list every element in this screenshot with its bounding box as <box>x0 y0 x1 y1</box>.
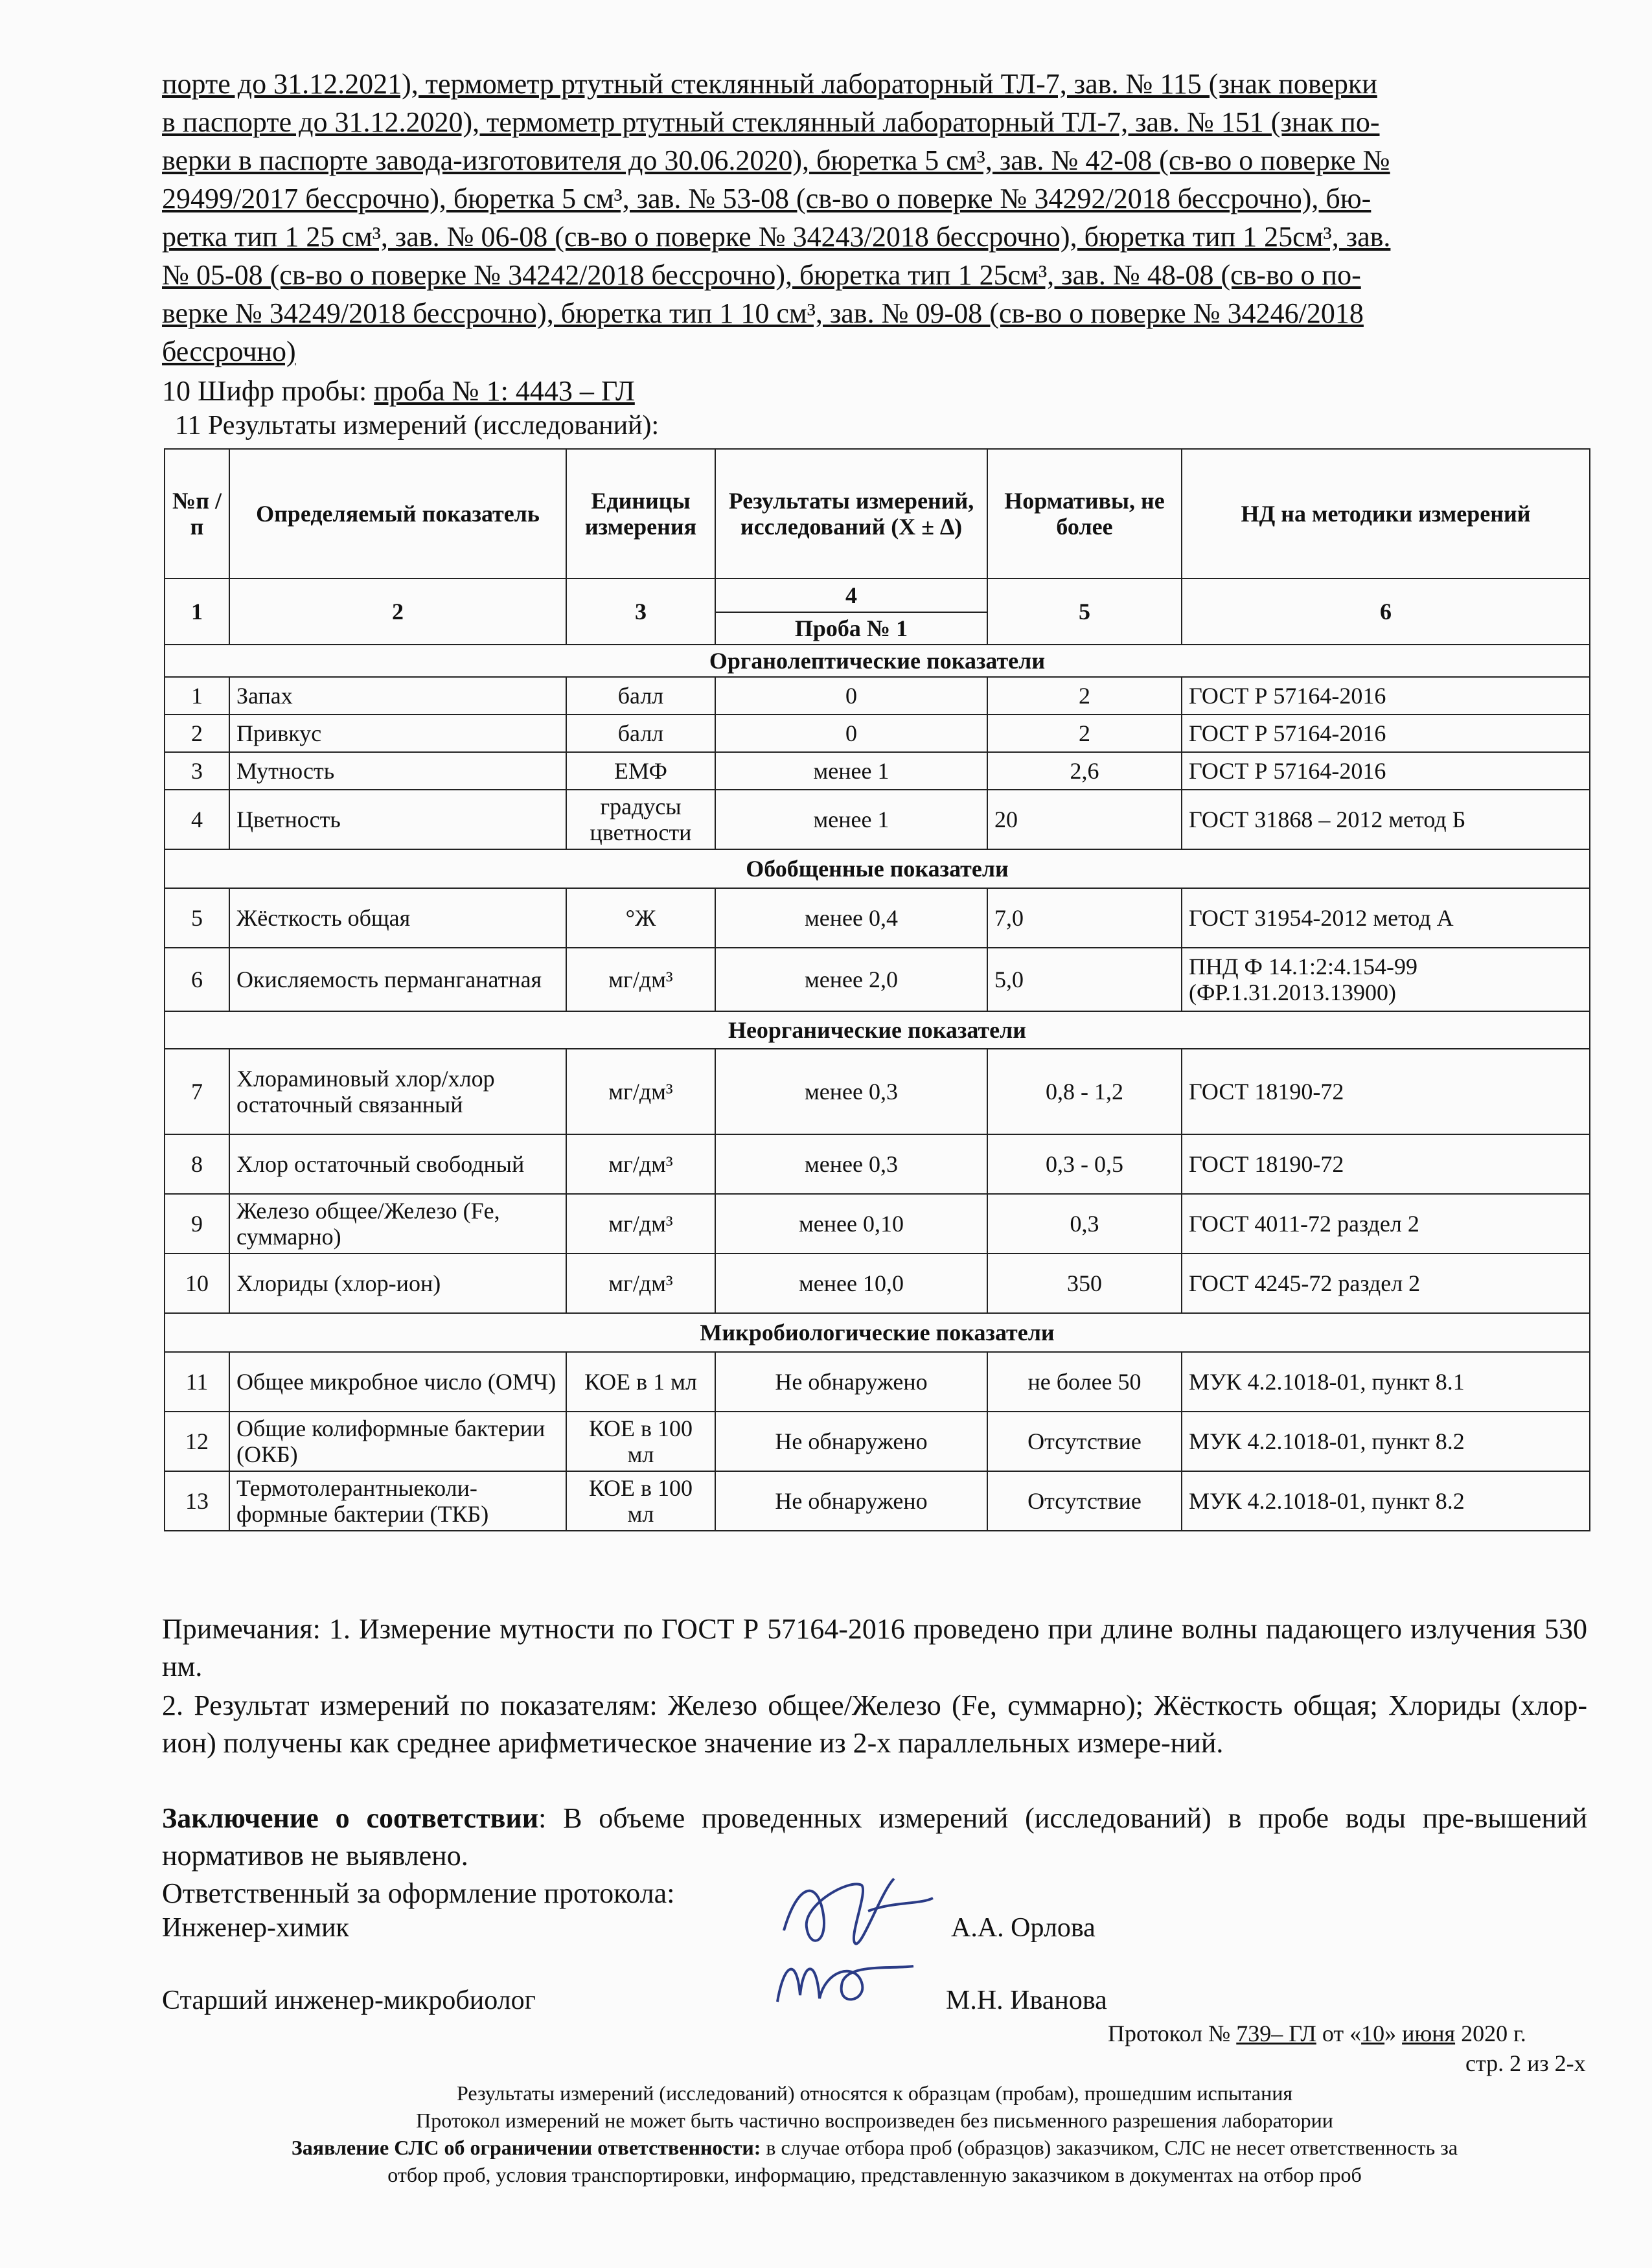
table-row <box>165 1352 1590 1412</box>
col-number: 6 <box>1182 578 1590 645</box>
cell-num: 4 <box>165 790 229 849</box>
cell-num: 3 <box>165 752 229 790</box>
cell-method: ГОСТ 31954-2012 метод А <box>1182 888 1590 948</box>
cell-method: ГОСТ Р 57164-2016 <box>1182 715 1590 752</box>
cell-norm: 350 <box>987 1254 1182 1313</box>
table-row <box>165 1254 1590 1313</box>
col-number: 2 <box>229 578 566 645</box>
paragraph-line: бессрочно) <box>162 336 296 367</box>
cell-num: 12 <box>165 1412 229 1471</box>
cell-method: ГОСТ Р 57164-2016 <box>1182 677 1590 715</box>
sample-label: Проба № 1 <box>715 612 987 645</box>
protocol-line: Протокол № 739– ГЛ от «10» июня 2020 г. <box>1108 2021 1526 2046</box>
cell-result: менее 1 <box>715 752 987 790</box>
sample-code: 10 Шифр пробы: проба № 1: 4443 – ГЛ <box>162 375 635 407</box>
table-row <box>165 1134 1590 1194</box>
cell-indicator: Общее микробное число (ОМЧ) <box>229 1352 566 1412</box>
cell-num: 13 <box>165 1471 229 1531</box>
cell-num: 11 <box>165 1352 229 1412</box>
footer-line-3: Заявление СЛС об ограничении ответственности: в случае отбора проб (образцов) заказчиком, СЛС не несет ответственность за <box>291 2136 1458 2159</box>
header-indicator: Определяемый показатель <box>229 449 566 578</box>
cell-indicator: Термотолерантныеколи-формные бактерии (ТКБ) <box>229 1471 566 1531</box>
paragraph-line: ретка тип 1 25 см³, зав. № 06-08 (св-во о поверке № 34243/2018 бессрочно), бюретка тип 1 25см³, зав. <box>162 221 1391 253</box>
cell-num: 6 <box>165 948 229 1011</box>
footer-line-2: Протокол измерений не может быть частично воспроизведен без письменного разрешения лаборатории <box>416 2109 1333 2132</box>
paragraph-line: 29499/2017 бессрочно), бюретка 5 см³, зав. № 53-08 (св-во о поверке № 34292/2018 бессрочно), бю- <box>162 183 1371 214</box>
cell-norm: Отсутствие <box>987 1412 1182 1471</box>
conclusion-text: : В объеме проведенных измерений (исследований) в пробе воды пре-вышений нормативов не выявлено. <box>162 1802 1587 1872</box>
table-row <box>165 888 1590 948</box>
table-row <box>165 948 1590 1011</box>
cell-indicator: Жёсткость общая <box>229 888 566 948</box>
cell-indicator: Железо общее/Железо (Fe, суммарно) <box>229 1194 566 1254</box>
table-row <box>165 677 1590 715</box>
paragraph-line: верке № 34249/2018 бессрочно), бюретка тип 1 10 см³, зав. № 09-08 (св-во о поверке № 34246/2018 <box>162 297 1364 329</box>
cell-result: Не обнаружено <box>715 1352 987 1412</box>
cell-unit: ЕМФ <box>566 752 715 790</box>
footer-line-1: Результаты измерений (исследований) относятся к образцам (пробам), прошедшим испытания <box>456 2081 1293 2105</box>
column-number-row <box>165 578 1590 612</box>
cell-result: менее 0,10 <box>715 1194 987 1254</box>
cell-result: Не обнаружено <box>715 1412 987 1471</box>
cell-method: ГОСТ 4245-72 раздел 2 <box>1182 1254 1590 1313</box>
footer-line-4: отбор проб, условия транспортировки, информацию, представленную заказчиком в документах на отбор проб <box>387 2163 1362 2186</box>
cell-indicator: Хлор остаточный свободный <box>229 1134 566 1194</box>
cell-unit: градусы цветности <box>566 790 715 849</box>
cell-method: ГОСТ 18190-72 <box>1182 1134 1590 1194</box>
cell-result: менее 1 <box>715 790 987 849</box>
header-result: Результаты измерений, исследований (Х ± ∆) <box>715 449 987 578</box>
cell-indicator: Запах <box>229 677 566 715</box>
section-title: Обобщенные показатели <box>165 849 1590 888</box>
cell-result: Не обнаружено <box>715 1471 987 1531</box>
cell-indicator: Цветность <box>229 790 566 849</box>
cell-method: ГОСТ 18190-72 <box>1182 1049 1590 1134</box>
header-units: Единицы измерения <box>566 449 715 578</box>
cell-norm: 0,3 - 0,5 <box>987 1134 1182 1194</box>
signer-role-2: Старший инженер-микробиолог <box>162 1986 536 2015</box>
section-row <box>165 849 1590 888</box>
cell-num: 1 <box>165 677 229 715</box>
cell-result: 0 <box>715 715 987 752</box>
note-2: 2. Результат измерений по показателям: Железо общее/Железо (Fe, суммарно); Жёсткость общая; Хлориды (хлор-ион) получены как среднее арифметическое значение из 2-х параллельных измере-ний. <box>162 1690 1587 1759</box>
section-row <box>165 645 1590 677</box>
col-number: 5 <box>987 578 1182 645</box>
cell-method: ПНД Ф 14.1:2:4.154-99 (ФР.1.31.2013.13900) <box>1182 948 1590 1011</box>
cell-num: 8 <box>165 1134 229 1194</box>
cell-indicator: Хлораминовый хлор/хлор остаточный связанный <box>229 1049 566 1134</box>
header-method: НД на методики измерений <box>1182 449 1590 578</box>
results-table <box>164 448 1590 1531</box>
cell-norm: Отсутствие <box>987 1471 1182 1531</box>
cell-unit: КОЕ в 100 мл <box>566 1471 715 1531</box>
cell-norm: не более 50 <box>987 1352 1182 1412</box>
cell-norm: 7,0 <box>987 888 1182 948</box>
cell-result: 0 <box>715 677 987 715</box>
cell-num: 5 <box>165 888 229 948</box>
signer-role-1: Инженер-химик <box>162 1913 349 1943</box>
table-row <box>165 1049 1590 1134</box>
cell-result: менее 10,0 <box>715 1254 987 1313</box>
cell-method: ГОСТ Р 57164-2016 <box>1182 752 1590 790</box>
section-row <box>165 1011 1590 1049</box>
cell-indicator: Общие колиформные бактерии (ОКБ) <box>229 1412 566 1471</box>
cell-result: менее 0,3 <box>715 1049 987 1134</box>
col-number: 3 <box>566 578 715 645</box>
cell-unit: КОЕ в 1 мл <box>566 1352 715 1412</box>
cell-result: менее 2,0 <box>715 948 987 1011</box>
table-row <box>165 790 1590 849</box>
col-number: 1 <box>165 578 229 645</box>
section-row <box>165 1313 1590 1352</box>
cell-indicator: Мутность <box>229 752 566 790</box>
cell-method: МУК 4.2.1018-01, пункт 8.1 <box>1182 1352 1590 1412</box>
table-row <box>165 752 1590 790</box>
responsible-label: Ответственный за оформление протокола: <box>162 1877 675 1909</box>
section-title: Микробиологические показатели <box>165 1313 1590 1352</box>
cell-indicator: Привкус <box>229 715 566 752</box>
page-number: стр. 2 из 2-х <box>1465 2050 1586 2076</box>
cell-norm: 2 <box>987 677 1182 715</box>
cell-method: МУК 4.2.1018-01, пункт 8.2 <box>1182 1412 1590 1471</box>
signer-name-2: М.Н. Иванова <box>946 1986 1107 2015</box>
section-title: Неорганические показатели <box>165 1011 1590 1049</box>
cell-unit: балл <box>566 715 715 752</box>
cell-unit: КОЕ в 100 мл <box>566 1412 715 1471</box>
cell-num: 7 <box>165 1049 229 1134</box>
cell-indicator: Окисляемость перманганатная <box>229 948 566 1011</box>
note-1: Примечания: 1. Измерение мутности по ГОСТ Р 57164-2016 проведено при длине волны падающего излучения 530 нм. <box>162 1613 1587 1682</box>
signer-name-1: А.А. Орлова <box>951 1913 1096 1943</box>
cell-unit: мг/дм³ <box>566 1194 715 1254</box>
cell-norm: 2 <box>987 715 1182 752</box>
cell-unit: мг/дм³ <box>566 948 715 1011</box>
col-number: 4 <box>715 578 987 612</box>
cell-num: 2 <box>165 715 229 752</box>
cell-result: менее 0,4 <box>715 888 987 948</box>
cell-unit: балл <box>566 677 715 715</box>
paragraph-line: № 05-08 (св-во о поверке № 34242/2018 бессрочно), бюретка тип 1 25см³, зав. № 48-08 (св-во о по- <box>162 259 1361 291</box>
signature-2-icon <box>764 1943 920 2021</box>
table-row <box>165 1194 1590 1254</box>
table-row <box>165 1471 1590 1531</box>
cell-norm: 5,0 <box>987 948 1182 1011</box>
cell-unit: мг/дм³ <box>566 1049 715 1134</box>
cell-num: 10 <box>165 1254 229 1313</box>
cell-unit: мг/дм³ <box>566 1254 715 1313</box>
cell-method: ГОСТ 4011-72 раздел 2 <box>1182 1194 1590 1254</box>
results-title: 11 Результаты измерений (исследований): <box>175 411 660 441</box>
cell-norm: 2,6 <box>987 752 1182 790</box>
cell-method: МУК 4.2.1018-01, пункт 8.2 <box>1182 1471 1590 1531</box>
cell-result: менее 0,3 <box>715 1134 987 1194</box>
conclusion-label: Заключение о соответствии <box>162 1802 539 1834</box>
cell-num: 9 <box>165 1194 229 1254</box>
cell-unit: мг/дм³ <box>566 1134 715 1194</box>
paragraph-line: в паспорте до 31.12.2020), термометр ртутный стеклянный лабораторный ТЛ-7, зав. № 151 (знак по- <box>162 106 1380 138</box>
table-row <box>165 715 1590 752</box>
cell-method: ГОСТ 31868 – 2012 метод Б <box>1182 790 1590 849</box>
cell-norm: 0,8 - 1,2 <box>987 1049 1182 1134</box>
conclusion <box>162 1800 1587 1875</box>
paragraph-line: порте до 31.12.2021), термометр ртутный стеклянный лабораторный ТЛ-7, зав. № 115 (знак поверки <box>162 68 1377 100</box>
section-title: Органолептические показатели <box>165 645 1590 677</box>
header-num: №п /п <box>165 449 229 578</box>
header-norm: Нормативы, не более <box>987 449 1182 578</box>
paragraph-line: верки в паспорте завода-изготовителя до 30.06.2020), бюретка 5 см³, зав. № 42-08 (св-во о поверке № <box>162 144 1390 176</box>
table-header-row <box>165 449 1590 578</box>
cell-norm: 20 <box>987 790 1182 849</box>
cell-indicator: Хлориды (хлор-ион) <box>229 1254 566 1313</box>
table-row <box>165 1412 1590 1471</box>
cell-norm: 0,3 <box>987 1194 1182 1254</box>
cell-unit: °Ж <box>566 888 715 948</box>
